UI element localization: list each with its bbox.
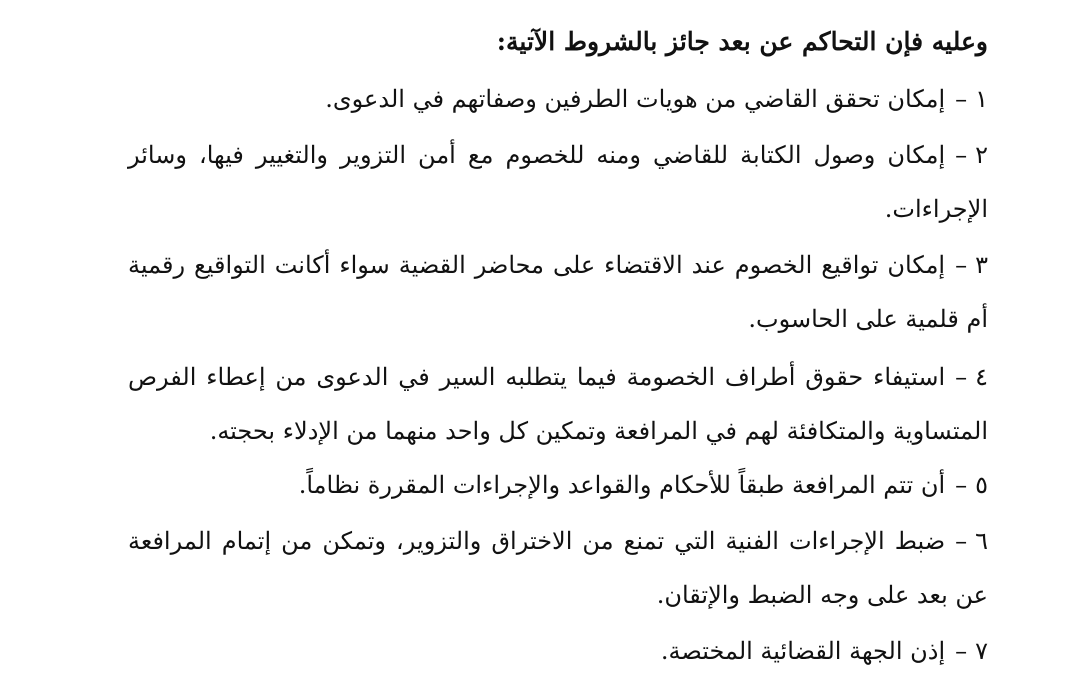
list-item bbox=[128, 458, 988, 512]
item-dash: – bbox=[955, 471, 968, 499]
item-text: إذن الجهة القضائية المختصة. bbox=[660, 637, 946, 665]
list-item bbox=[128, 238, 988, 346]
item-text: أن تتم المرافعة طبقاً للأحكام والقواعد والإجراءات المقررة نظاماً. bbox=[298, 471, 946, 499]
item-number: ٦ bbox=[975, 527, 988, 555]
section-heading: وعليه فإن التحاكم عن بعد جائز بالشروط الآتية: bbox=[496, 27, 988, 56]
item-dash: – bbox=[955, 251, 968, 279]
item-number: ٥ bbox=[975, 471, 988, 499]
list-item bbox=[128, 624, 988, 678]
item-dash: – bbox=[955, 637, 968, 665]
list-item bbox=[128, 514, 988, 622]
item-number: ٧ bbox=[975, 637, 988, 665]
item-text: إمكان تواقيع الخصوم عند الاقتضاء على محاضر القضية سواء أكانت التواقيع رقمية أم قلمية على الحاسوب. bbox=[128, 251, 988, 333]
document-page bbox=[128, 0, 988, 687]
list-item bbox=[128, 72, 988, 126]
item-number: ١ bbox=[975, 85, 988, 113]
item-text: ضبط الإجراءات الفنية التي تمنع من الاختراق والتزوير، وتمكن من إتمام المرافعة عن بعد على وجه الضبط والإتقان. bbox=[128, 527, 988, 609]
item-number: ٢ bbox=[975, 141, 988, 169]
item-text: استيفاء حقوق أطراف الخصومة فيما يتطلبه السير في الدعوى من إعطاء الفرص المتساوية والمتكافئة لهم في المرافعة وتمكين كل واحد منهما من الإدلاء بحجته. bbox=[128, 363, 988, 445]
item-dash: – bbox=[955, 363, 968, 391]
item-text: إمكان تحقق القاضي من هويات الطرفين وصفاتهم في الدعوى. bbox=[325, 85, 946, 113]
cropped-text-line bbox=[128, 0, 988, 8]
item-text: إمكان وصول الكتابة للقاضي ومنه للخصوم مع أمن التزوير والتغيير فيها، وسائر الإجراءات. bbox=[128, 141, 988, 223]
item-number: ٣ bbox=[975, 251, 988, 279]
list-item bbox=[128, 128, 988, 236]
item-dash: – bbox=[955, 141, 968, 169]
item-dash: – bbox=[955, 527, 968, 555]
item-number: ٤ bbox=[975, 363, 989, 391]
item-dash: – bbox=[955, 85, 968, 113]
list-item bbox=[128, 350, 988, 458]
